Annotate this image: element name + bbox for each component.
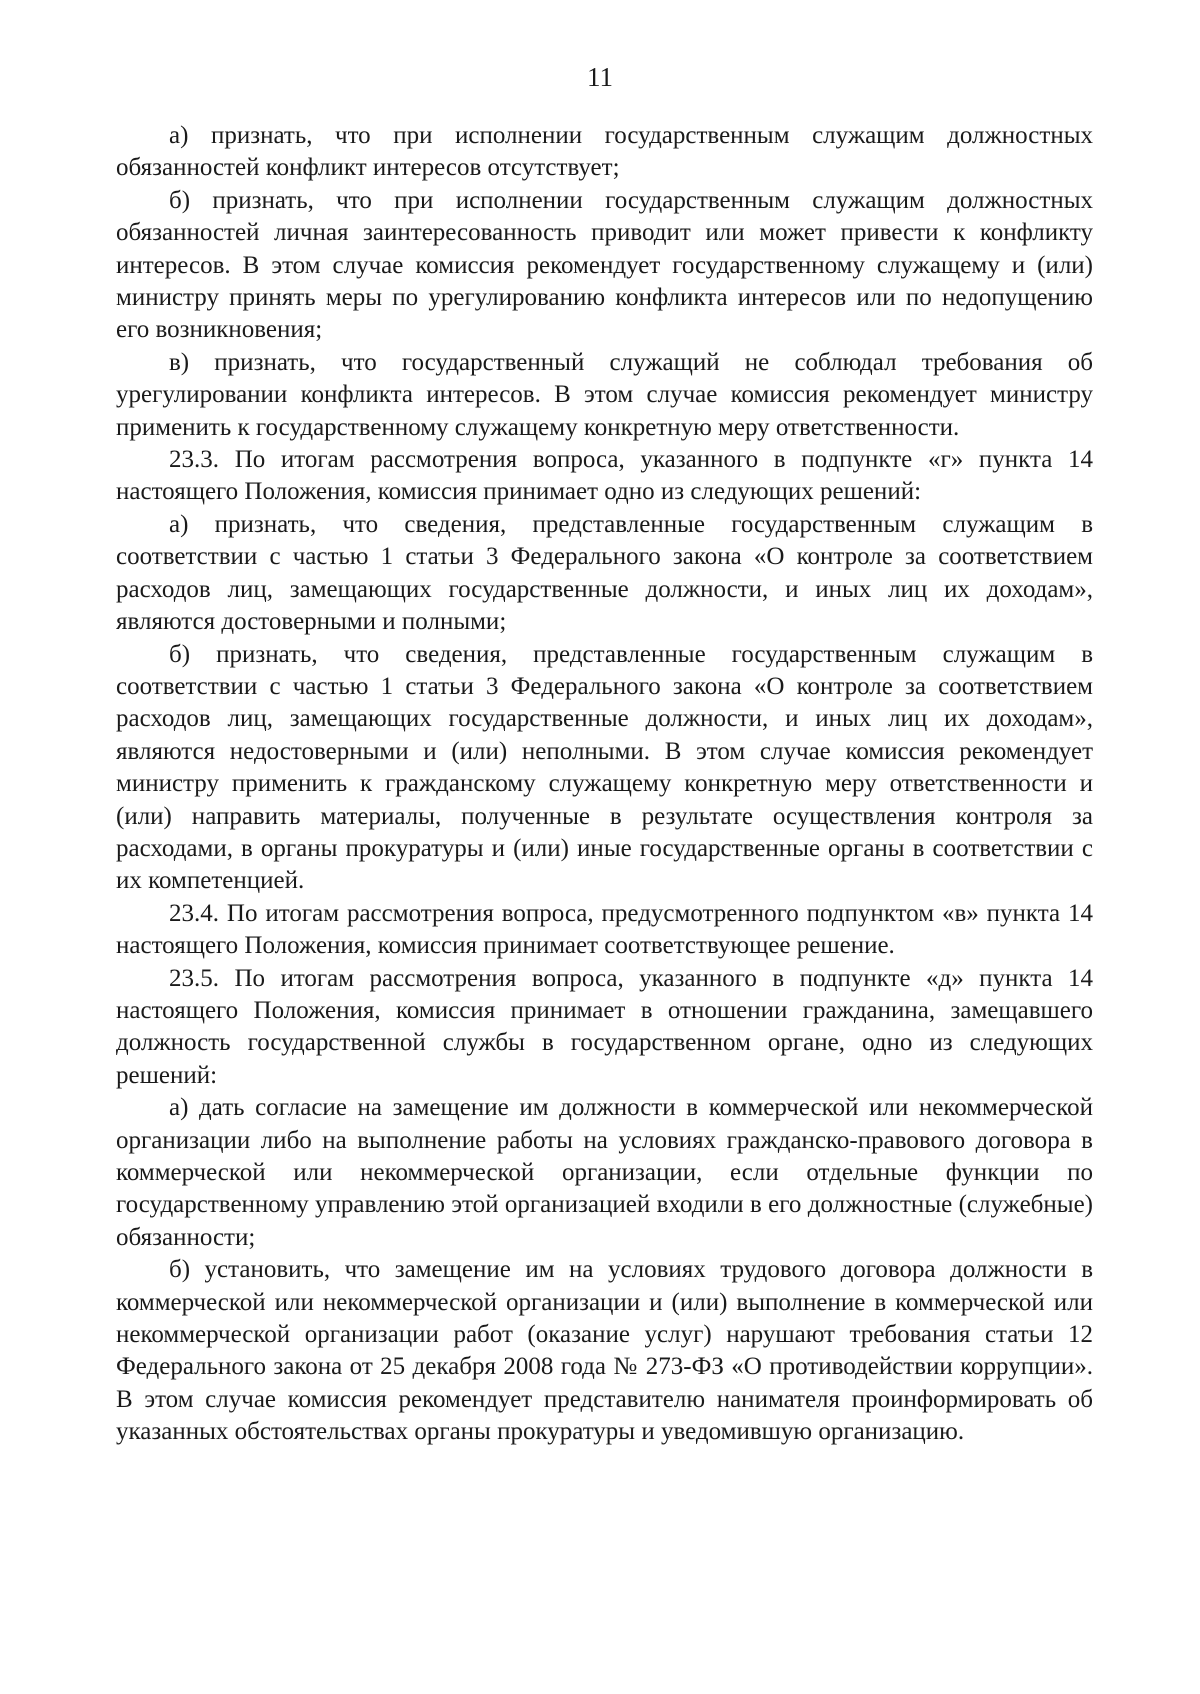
paragraph-23-5: 23.5. По итогам рассмотрения вопроса, указанного в подпункте «д» пункта 14 настоящего Положения, комиссия принимает в отношении гражданина, замещавшего должность государственной службы в государственном органе, одно из следующих решений: bbox=[116, 964, 1093, 1089]
page-number: 11 bbox=[587, 62, 613, 92]
document-body bbox=[116, 120, 1093, 1449]
paragraph-23-5-b: б) установить, что замещение им на условиях трудового договора должности в коммерческой или некоммерческой организации и (или) выполнение в коммерческой или некоммерческой организации работ (оказание услуг) нарушают требования статьи 12 Федерального закона от 25 декабря 2008 года № 273-ФЗ «О противодействии коррупции». В этом случае комиссия рекомендует представителю нанимателя проинформировать об указанных обстоятельствах органы прокуратуры и уведомившую организацию. bbox=[116, 1256, 1093, 1446]
paragraph-23-3-b: б) признать, что сведения, представленные государственным служащим в соответствии с частью 1 статьи 3 Федерального закона «О контроле за соответствием расходов лиц, замещающих государственные должности, и иных лиц их доходам», являются недостоверными и (или) неполными. В этом случае комиссия рекомендует министру применить к гражданскому служащему конкретную меру ответственности и (или) направить материалы, полученные в результате осуществления контроля за расходами, в органы прокуратуры и (или) иные государственные органы в соответствии с их компетенцией. bbox=[116, 640, 1093, 895]
paragraph-a-no-conflict: а) признать, что при исполнении государственным служащим должностных обязанностей конфликт интересов отсутствует; bbox=[116, 122, 1093, 182]
paragraph-23-3-a: а) признать, что сведения, представленные государственным служащим в соответствии с частью 1 статьи 3 Федерального закона «О контроле за соответствием расходов лиц, замещающих государственные должности, и иных лиц их доходам», являются достоверными и полными; bbox=[116, 510, 1093, 636]
paragraph-b-conflict-possible: б) признать, что при исполнении государственным служащим должностных обязанностей личная заинтересованность приводит или может привести к конфликту интересов. В этом случае комиссия рекомендует государственному служащему и (или) министру принять меры по урегулированию конфликта интересов или по недопущению его возникновения; bbox=[116, 186, 1093, 344]
paragraph-23-3: 23.3. По итогам рассмотрения вопроса, указанного в подпункте «г» пункта 14 настоящего Положения, комиссия принимает одно из следующих решений: bbox=[116, 446, 1093, 506]
paragraph-23-4: 23.4. По итогам рассмотрения вопроса, предусмотренного подпунктом «в» пункта 14 настоящего Положения, комиссия принимает соответствующее решение. bbox=[116, 899, 1093, 960]
paragraph-v-requirements-violated: в) признать, что государственный служащий не соблюдал требования об урегулировании конфликта интересов. В этом случае комиссия рекомендует министру применить к государственному служащему конкретную меру ответственности. bbox=[116, 348, 1093, 441]
paragraph-23-5-a: а) дать согласие на замещение им должности в коммерческой или некоммерческой организации либо на выполнение работы на условиях гражданско-правового договора в коммерческой или некоммерческой организации, если отдельные функции по государственному управлению этой организацией входили в его должностные (служебные) обязанности; bbox=[116, 1094, 1093, 1251]
